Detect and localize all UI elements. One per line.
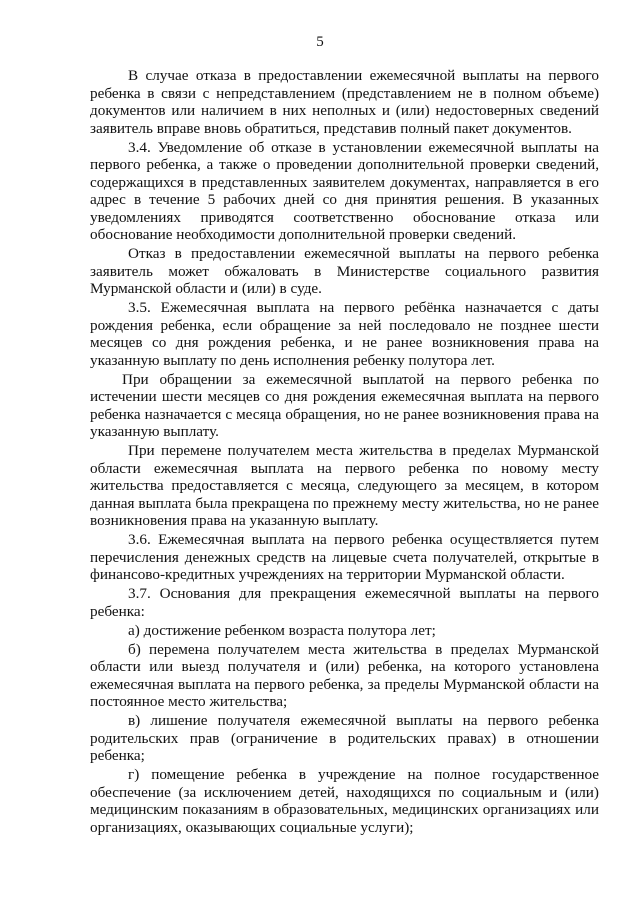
- paragraph-residence-change: При перемене получателем места жительства в пределах Мурманской области ежемесячная выплата на первого ребенка по новому месту жительства предоставляется с месяца, следующего за месяцем, в котором данная выплата была прекращена по прежнему месту жительства, но не ранее возникновения права на указанную выплату.: [90, 442, 599, 529]
- paragraph-3-5-assignment: 3.5. Ежемесячная выплата на первого ребёнка назначается с даты рождения ребенка, если обращение за ней последовало не позднее шести месяцев со дня рождения ребенка, и не ранее возникновения права на указанную выплату по день исполнения ребенку полутора лет.: [90, 299, 599, 369]
- page-number: 5: [316, 34, 324, 50]
- list-item-g: г) помещение ребенка в учреждение на полное государственное обеспечение (за исключением детей, находящихся по социальным и (или) медицинским показаниям в образовательных, медицинских организациях или организациях, оказывающих социальные услуги);: [90, 766, 599, 836]
- paragraph-appeal: Отказ в предоставлении ежемесячной выплаты на первого ребенка заявитель может обжаловать в Министерстве социального развития Мурманской области и (или) в суде.: [90, 245, 599, 297]
- paragraph-3-4-notification: 3.4. Уведомление об отказе в установлении ежемесячной выплаты на первого ребенка, а также о проведении дополнительной проверки сведений, содержащихся в представленных заявителем документах, направляется в его адрес в течение 5 рабочих дней со дня принятия решения. В указанных уведомлениях приводятся соответственно обоснование отказа или обоснование необходимости дополнительной проверки сведений.: [90, 138, 599, 243]
- list-item-a: а) достижение ребенком возраста полутора лет;: [128, 621, 436, 639]
- paragraph-refusal-resubmit: В случае отказа в предоставлении ежемесячной выплаты на первого ребенка в связи с непредставлением (представлением не в полном объеме) документов или наличием в них неполных и (или) недостоверных сведений заявитель вправе вновь обратиться, представив полный пакет документов.: [90, 67, 599, 137]
- paragraph-3-7-termination-grounds: 3.7. Основания для прекращения ежемесячной выплаты на первого ребенка:: [90, 585, 599, 620]
- paragraph-late-application: При обращении за ежемесячной выплатой на первого ребенка по истечении шести месяцев со дня рождения ежемесячная выплата на первого ребенка назначается с месяца обращения, но не ранее возникновения права на указанную выплату.: [90, 370, 599, 440]
- list-item-v: в) лишение получателя ежемесячной выплаты на первого ребенка родительских прав (ограничение в родительских правах) в отношении ребенка;: [90, 712, 599, 764]
- paragraph-3-6-transfer: 3.6. Ежемесячная выплата на первого ребенка осуществляется путем перечисления денежных средств на лицевые счета получателей, открытые в финансово-кредитных учреждениях на территории Мурманской области.: [90, 531, 599, 583]
- document-body: [90, 67, 599, 838]
- list-item-b: б) перемена получателем места жительства в пределах Мурманской области или выезд получателя и (или) ребенка, на которого установлена ежемесячная выплата на первого ребенка, за пределы Мурманской области на постоянное место жительства;: [90, 640, 599, 710]
